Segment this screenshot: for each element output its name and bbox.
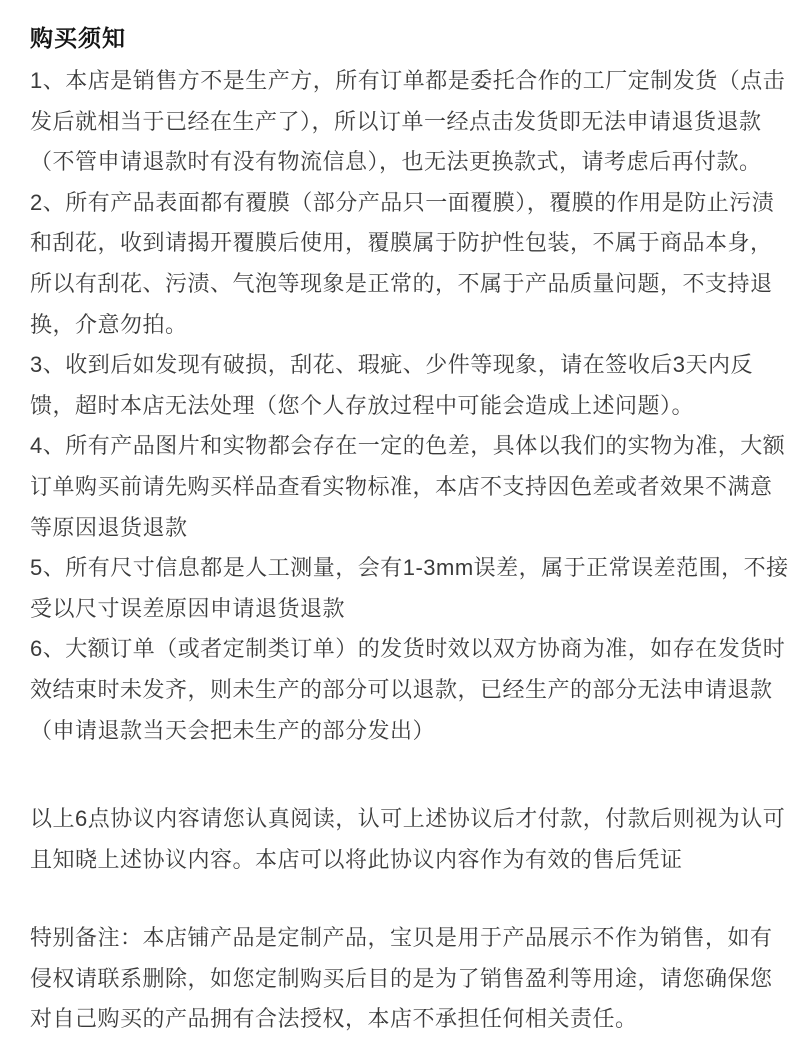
special-note-line: 对自己购买的产品拥有合法授权，本店不承担任何相关责任。	[30, 1006, 638, 1032]
notice-item-2-line: 和刮花，收到请揭开覆膜后使用，覆膜属于防护性包装，不属于商品本身，	[30, 230, 773, 256]
special-note-line: 侵权请联系删除，如您定制购买后目的是为了销售盈利等用途，请您确保您	[30, 965, 773, 991]
notice-item-4	[30, 426, 786, 548]
notice-item-6-line: （申请退款当天会把未生产的部分发出）	[30, 717, 436, 743]
notice-item-2-line: 所以有刮花、污渍、气泡等现象是正常的，不属于产品质量问题，不支持退	[30, 270, 773, 296]
special-note-line: 特别备注：本店铺产品是定制产品，宝贝是用于产品展示不作为销售，如有	[30, 925, 773, 951]
page-title: 购买须知	[30, 25, 126, 51]
notice-item-6-line: 6、大额订单（或者定制类订单）的发货时效以双方协商为准，如存在发货时	[30, 636, 786, 662]
notice-item-4-line: 等原因退货退款	[30, 514, 188, 540]
notice-item-1-line: （不管申请退款时有没有物流信息），也无法更换款式，请考虑后再付款。	[30, 149, 762, 175]
notice-item-5-line: 受以尺寸误差原因申请退货退款	[30, 595, 346, 621]
notice-list	[30, 61, 789, 751]
notice-item-3-line: 3、收到后如发现有破损，刮花、瑕疵、少件等现象，请在签收后3天内反	[30, 352, 753, 378]
agreement-paragraph	[30, 799, 786, 880]
notice-item-3-line: 馈，超时本店无法处理（您个人存放过程中可能会造成上述问题）。	[30, 392, 695, 418]
notice-item-6	[30, 629, 786, 751]
notice-item-3	[30, 345, 770, 426]
notice-item-6-line: 效结束时未发齐，则未生产的部分可以退款，已经生产的部分无法申请退款	[30, 676, 773, 702]
notice-item-2	[30, 183, 775, 345]
notice-item-1-line: 发后就相当于已经在生产了），所以订单一经点击发货即无法申请退货退款	[30, 108, 762, 134]
notice-item-2-line: 换，介意勿拍。	[30, 311, 188, 337]
agreement-line: 以上6点协议内容请您认真阅读，认可上述协议后才付款，付款后则视为认可	[30, 806, 786, 832]
notice-item-1-line: 1、本店是销售方不是生产方，所有订单都是委托合作的工厂定制发货（点击	[30, 68, 786, 93]
agreement-line: 且知晓上述协议内容。本店可以将此协议内容作为有效的售后凭证	[30, 846, 683, 872]
notice-item-5	[30, 548, 789, 629]
notice-item-1	[30, 61, 786, 183]
notice-item-4-line: 订单购买前请先购买样品查看实物标准，本店不支持因色差或者效果不满意	[30, 473, 773, 499]
notice-item-5-line: 5、所有尺寸信息都是人工测量，会有1-3mm误差，属于正常误差范围，不接	[30, 555, 789, 581]
notice-item-4-line: 4、所有产品图片和实物都会存在一定的色差，具体以我们的实物为准，大额	[30, 433, 786, 459]
special-note-paragraph	[30, 918, 773, 1040]
notice-item-2-line: 2、所有产品表面都有覆膜（部分产品只一面覆膜），覆膜的作用是防止污渍	[30, 189, 775, 215]
